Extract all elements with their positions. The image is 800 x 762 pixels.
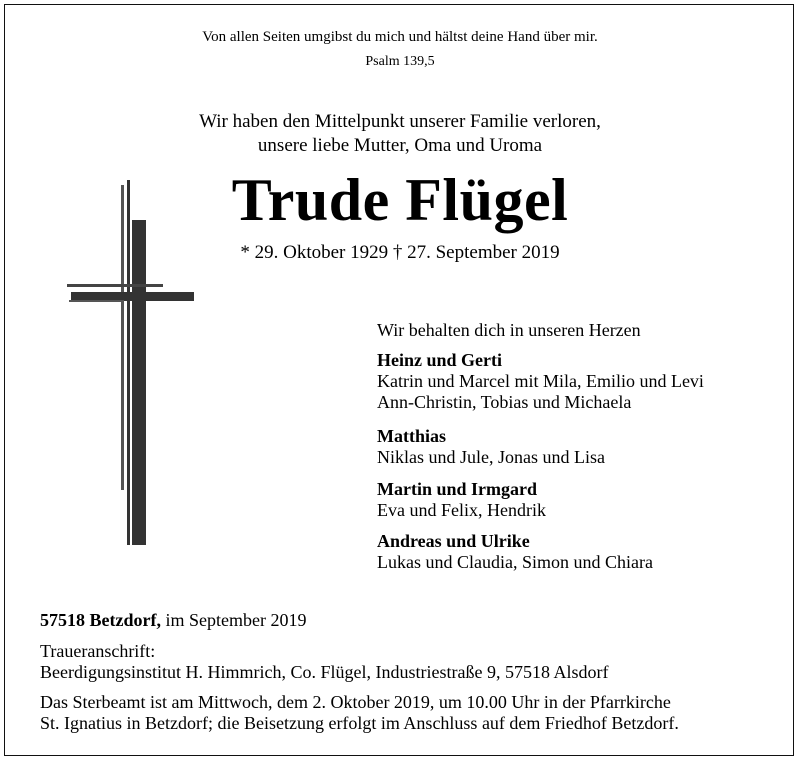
life-dates: * 29. Oktober 1929 † 27. September 2019 [240, 242, 560, 263]
family-line: Ann-Christin, Tobias und Michaela [377, 392, 632, 412]
family-group [377, 426, 605, 468]
family-head: Matthias [377, 426, 446, 446]
family-head: Heinz und Gerti [377, 350, 502, 370]
mourners-intro: Wir behalten dich in unseren Herzen [377, 320, 641, 340]
funeral-line-1: Das Sterbeamt ist am Mittwoch, dem 2. Oktober 2019, um 10.00 Uhr in der Pfarrkirche [40, 692, 671, 712]
intro-text [0, 110, 800, 158]
family-head: Martin und Irmgard [377, 479, 538, 499]
family-line: Eva und Felix, Hendrik [377, 500, 546, 520]
intro-line-2: unsere liebe Mutter, Oma und Uroma [257, 135, 543, 156]
place-date-text: im September 2019 [160, 610, 307, 630]
funeral-line-2: St. Ignatius in Betzdorf; die Beisetzung erfolgt im Anschluss auf dem Friedhof Betzdorf. [40, 713, 679, 733]
place-date [40, 610, 306, 631]
address-block [40, 641, 608, 683]
family-line: Lukas und Claudia, Simon und Chiara [377, 552, 653, 572]
family-group [377, 531, 653, 573]
family-group [377, 479, 546, 521]
family-line: Niklas und Jule, Jonas und Lisa [377, 447, 605, 467]
address-text: Beerdigungsinstitut H. Himmrich, Co. Flügel, Industriestraße 9, 57518 Alsdorf [40, 662, 609, 682]
funeral-info [40, 692, 679, 734]
address-label: Traueranschrift: [40, 641, 156, 661]
motto-text: Von allen Seiten umgibst du mich und hältst deine Hand über mir. [202, 29, 598, 45]
family-group [377, 350, 704, 413]
family-head: Andreas und Ulrike [377, 531, 530, 551]
deceased-name: Trude Flügel [231, 167, 569, 233]
psalm-reference: Psalm 139,5 [365, 54, 435, 69]
intro-line-1: Wir haben den Mittelpunkt unserer Familie verloren, [199, 111, 601, 132]
cross-icon [55, 180, 200, 545]
place-name: 57518 Betzdorf, [40, 610, 161, 630]
family-line: Katrin und Marcel mit Mila, Emilio und Levi [377, 371, 704, 391]
